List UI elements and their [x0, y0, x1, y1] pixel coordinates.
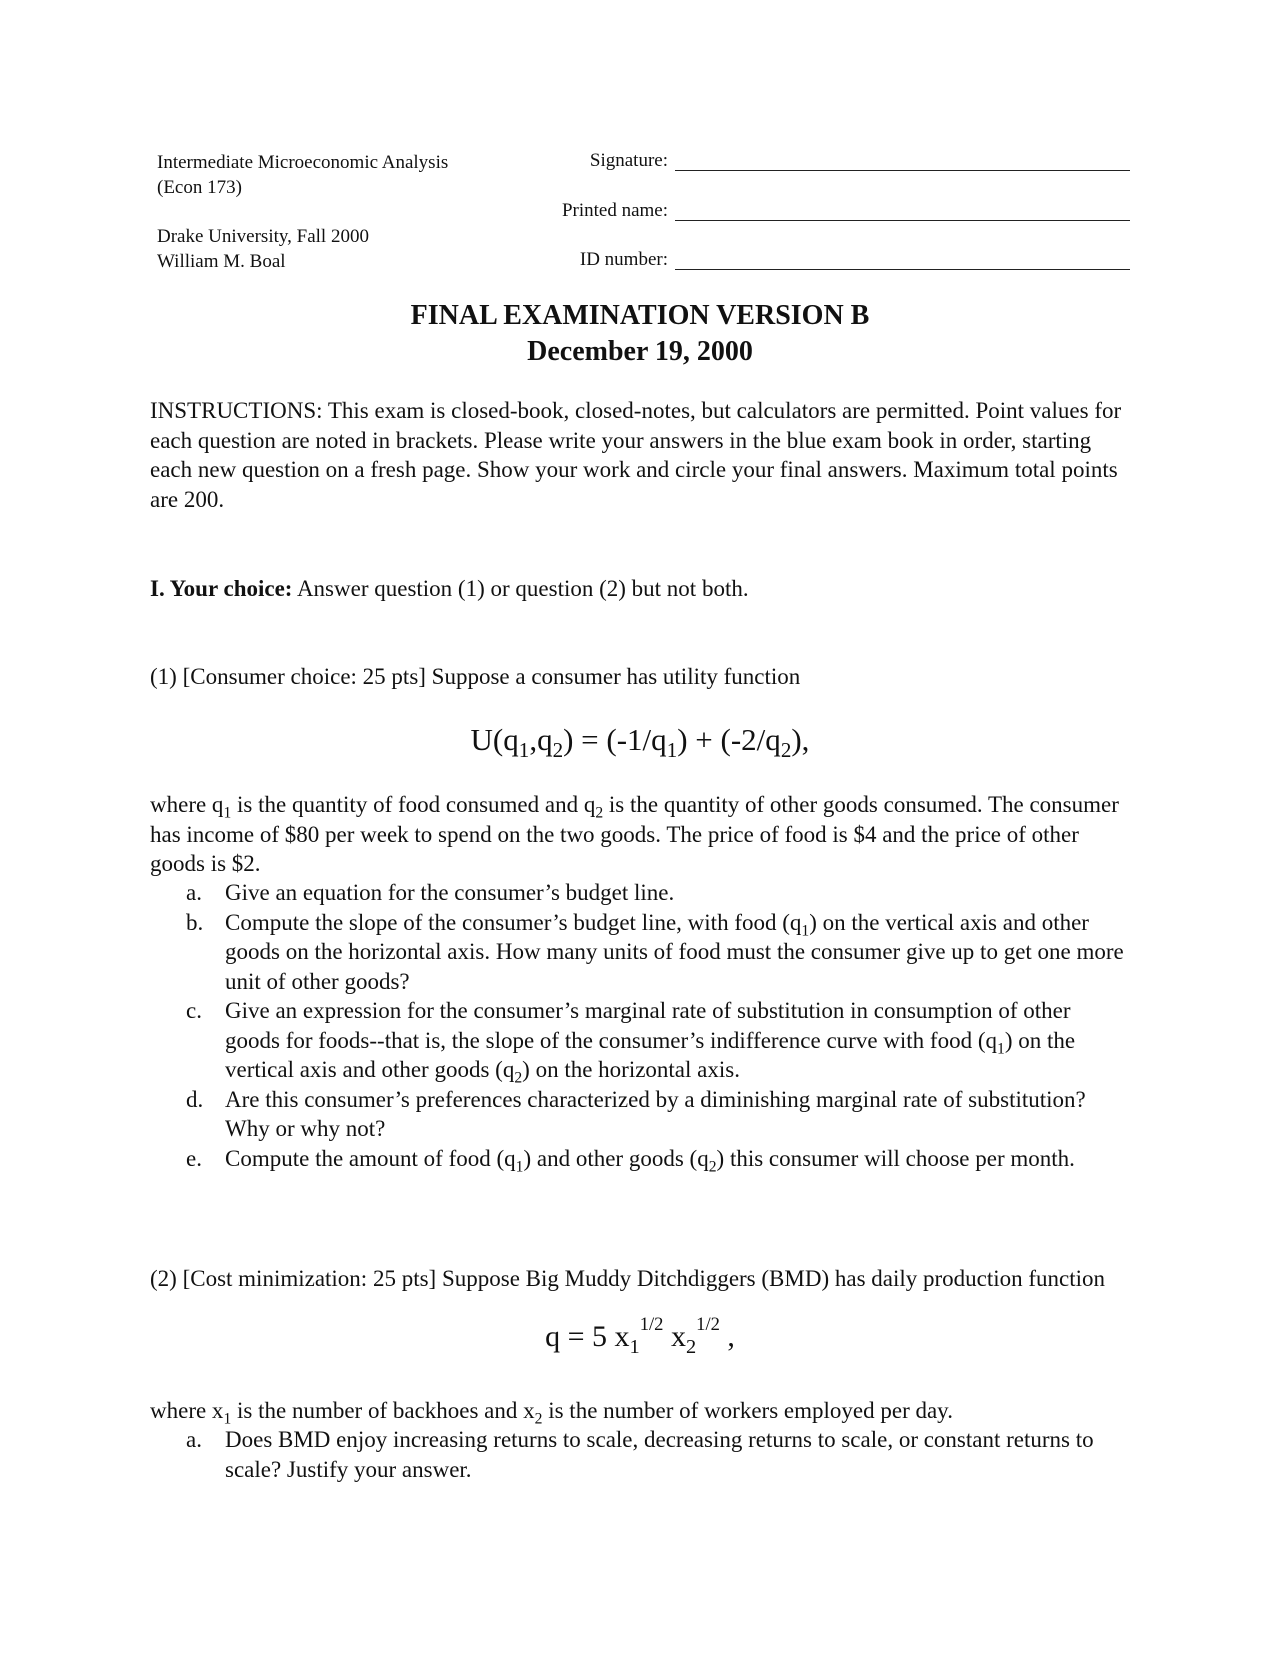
signature-line[interactable] [675, 170, 1130, 171]
part-text: Are this consumer’s preferences characterized by a diminishing marginal rate of substitution? Why or why not? [225, 1086, 1086, 1141]
part-text: Does BMD enjoy increasing returns to scale, decreasing returns to scale, or constant returns to scale? Justify your answer. [225, 1427, 1094, 1482]
part-marker: c. [186, 998, 202, 1023]
course-header [157, 150, 448, 274]
section-text: Answer question (1) or question (2) but not both. [292, 576, 749, 601]
utility-function-formula: $U(q_1,q_2) = (-1/q_1) + (-2/q_2)$, [470, 722, 810, 763]
printed-name-field[interactable] [500, 200, 1130, 230]
id-number-field[interactable] [500, 249, 1130, 279]
id-number-label: ID number: [579, 249, 668, 270]
school-term: Drake University, Fall 2000 [157, 226, 369, 247]
part-text: Give an equation for the consumer’s budget line. [225, 880, 675, 905]
signature-field[interactable] [500, 150, 1130, 180]
exam-title [0, 298, 1280, 370]
part-text: Compute the slope of the consumer’s budget line, with food $(q_1)$ on the vertical axis and other goods on the horizontal axis. How many units of food must the consumer give up to get one more unit of other goods? [225, 909, 1124, 994]
part-text: Give an expression for the consumer’s marginal rate of substitution in consumption of other goods for foods--that is, the slope of the consumer’s indifference curve with food $(q_1)$ on the vertical axis and other goods $(q_2)$ on the horizontal axis. [225, 998, 1076, 1087]
question-2-intro: (2) [Cost minimization: 25 pts] Suppose Big Muddy Ditchdiggers (BMD) has daily production function [150, 1266, 1106, 1291]
list-item [150, 908, 1130, 997]
question-2-description: where $x_1$ is the number of backhoes and $x_2$ is the number of workers employed per day. [150, 1398, 953, 1428]
part-marker: b. [186, 909, 204, 935]
production-function-formula: q = 5 $x_1^{1/2}$ $x_2^{1/2}$ , [545, 1314, 735, 1358]
part-text: Compute the amount of food $(q_1)$ and other goods $(q_2)$ this consumer will choose per month. [225, 1145, 1075, 1176]
instructions: INSTRUCTIONS: This exam is closed-book, closed-notes, but calculators are permitted. Point values for each question are noted in brackets. Please write your answers in the blue exam book in order, starting each new question on a fresh page. Show your work and circle your final answers. Maximum total points are 200. [150, 398, 1122, 512]
question-1-intro: (1) [Consumer choice: 25 pts] Suppose a consumer has utility function [150, 664, 801, 689]
exam-title-line: FINAL EXAMINATION VERSION B [410, 300, 870, 331]
part-marker: d. [186, 1086, 204, 1112]
question-1-description: where $q_1$ is the quantity of food consumed and $q_2$ is the quantity of other goods consumed. The consumer has income of $80 per week to spend on the two goods. The price of food is $4 and the price of other goods is $2. [150, 792, 1119, 876]
id-number-line[interactable] [675, 269, 1130, 270]
part-marker: a. [186, 880, 202, 905]
signature-label: Signature: [589, 150, 668, 171]
printed-name-label: Printed name: [561, 200, 668, 221]
list-item [150, 996, 1130, 1085]
list-item [150, 1144, 1130, 1174]
part-marker: e. [186, 1145, 202, 1171]
list-item [150, 878, 1130, 908]
printed-name-line[interactable] [675, 220, 1130, 221]
question-1-parts [150, 878, 1130, 1176]
list-item [150, 1425, 1130, 1484]
course-number: (Econ 173) [157, 177, 242, 198]
part-marker: a. [186, 1427, 202, 1452]
question-2-parts [150, 1425, 1130, 1484]
course-name: Intermediate Microeconomic Analysis [157, 152, 449, 173]
section-title: I. Your choice: [150, 576, 293, 601]
instructor-name: William M. Boal [157, 251, 286, 272]
exam-date: December 19, 2000 [527, 336, 753, 367]
section-heading [150, 574, 1130, 604]
list-item [150, 1085, 1130, 1144]
